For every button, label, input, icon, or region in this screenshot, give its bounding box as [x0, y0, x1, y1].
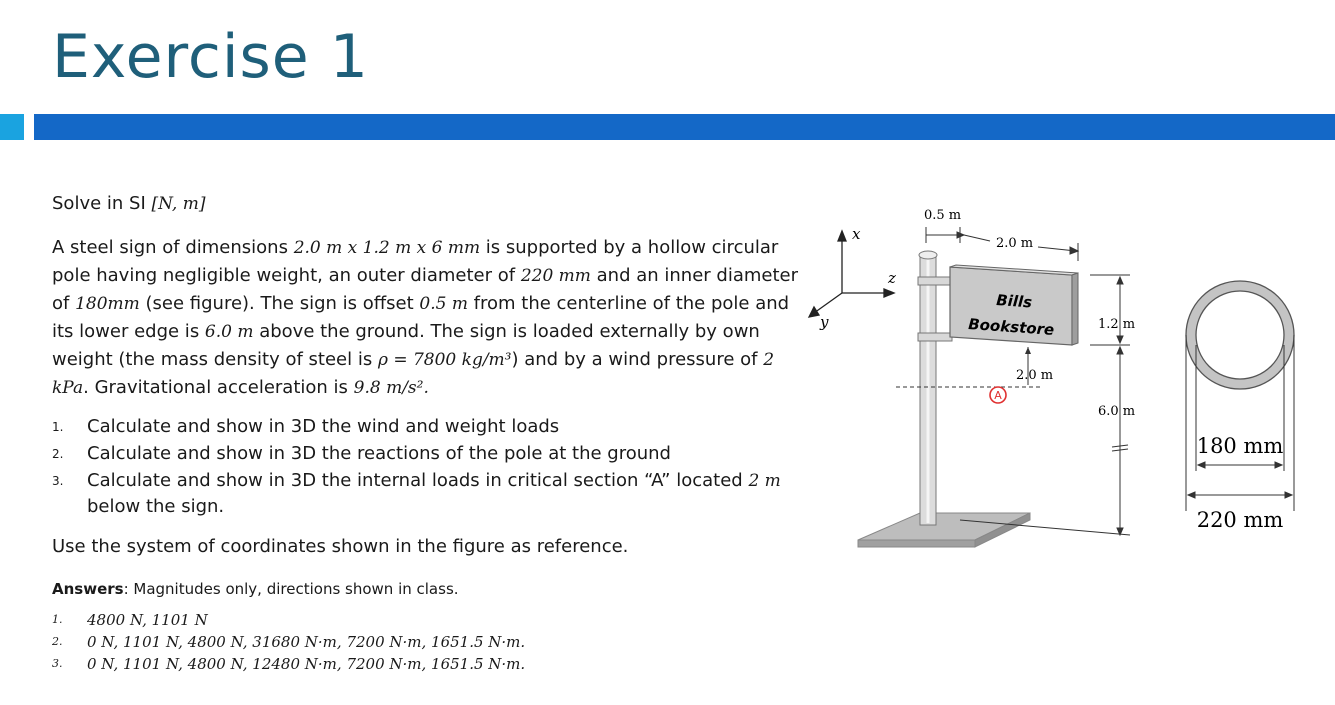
- task-list: [52, 414, 812, 519]
- axis-y-label: y: [820, 313, 829, 331]
- text-run: from the centerline of the pole and its lower edge is: [52, 293, 790, 342]
- answer-text: 4800 N, 1101 N: [87, 611, 208, 629]
- text-run: and an inner diameter of: [52, 265, 798, 314]
- math-expression: 2 kPa: [52, 350, 775, 398]
- sign-figure: [800, 195, 1335, 565]
- dimension-offset: 0.5 m: [924, 208, 962, 223]
- solve-prefix: Solve in SI: [52, 193, 152, 214]
- answer-text: 0 N, 1101 N, 4800 N, 12480 N·m, 7200 N·m, 1651.5 N·m.: [87, 655, 526, 673]
- text-run: below the sign.: [87, 496, 225, 517]
- text-run: . Gravitational acceleration is: [83, 377, 354, 398]
- outer-diameter-label: 220 mm: [1196, 508, 1284, 532]
- dimension-below: 2.0 m: [1016, 368, 1054, 383]
- sign-text-line1: Bills: [995, 291, 1033, 312]
- coordinate-axes: [809, 231, 894, 317]
- answer-number: 1.: [52, 613, 63, 626]
- slide-title: Exercise 1: [52, 22, 369, 92]
- text-run: Calculate and show in 3D the reactions of the pole at the ground: [87, 443, 671, 464]
- math-expression: 6.0 m: [204, 322, 254, 342]
- text-run: Calculate and show in 3D the internal loads in critical section “A” located: [87, 470, 749, 491]
- dimension-height: 1.2 m: [1098, 317, 1136, 332]
- text-run: A steel sign of dimensions: [52, 237, 294, 258]
- solve-line: [52, 190, 812, 218]
- inner-diameter-label: 180 mm: [1196, 434, 1284, 458]
- math-expression: 2 m: [748, 471, 781, 491]
- math-expression: 9.8 m/s².: [353, 378, 429, 398]
- dimension-ground: 6.0 m: [1098, 404, 1136, 419]
- math-expression: 2.0 m x 1.2 m x 6 mm: [293, 238, 481, 258]
- text-run: Calculate and show in 3D the wind and weight loads: [87, 416, 560, 437]
- answer-text: 0 N, 1101 N, 4800 N, 31680 N·m, 7200 N·m, 1651.5 N·m.: [87, 633, 526, 651]
- section-a-label: A: [994, 389, 1002, 402]
- answer-item: [52, 631, 812, 653]
- answers-note: : Magnitudes only, directions shown in class.: [123, 580, 459, 598]
- pole-cross-section: [1186, 281, 1294, 389]
- task-number: 1.: [52, 420, 64, 434]
- axis-x-label: x: [852, 225, 861, 243]
- answers-heading: [52, 575, 812, 603]
- sign-text-line2: Bookstore: [967, 315, 1055, 339]
- answer-item: [52, 653, 812, 675]
- problem-statement: [52, 234, 812, 402]
- base-plate: [858, 513, 1030, 547]
- text-run: is supported by a hollow circular pole having negligible weight, an outer diameter of: [52, 237, 779, 286]
- task-number: 3.: [52, 474, 64, 488]
- answers-list: [52, 609, 812, 675]
- exercise-text: [52, 190, 812, 675]
- upper-bracket: [918, 277, 952, 285]
- text-run: above the ground. The sign is loaded externally by own weight (the mass density of steel is: [52, 321, 760, 370]
- solve-units: [N, m]: [151, 194, 206, 214]
- dimension-width: 2.0 m: [996, 236, 1034, 251]
- text-run: ) and by a wind pressure of: [511, 349, 764, 370]
- math-expression: 220 mm: [520, 266, 591, 286]
- text-run: (see figure). The sign is offset: [139, 293, 420, 314]
- coordinate-note: Use the system of coordinates shown in the figure as reference.: [52, 536, 629, 557]
- accent-bar: [34, 114, 1335, 140]
- math-expression: 180mm: [75, 294, 140, 314]
- answer-number: 2.: [52, 635, 63, 648]
- task-item: [52, 441, 812, 466]
- answer-number: 3.: [52, 657, 63, 670]
- math-expression: 0.5 m: [419, 294, 468, 314]
- answer-item: [52, 609, 812, 631]
- axis-z-label: z: [888, 269, 896, 287]
- task-item: [52, 468, 812, 519]
- math-expression: ρ = 7800 kg/m³: [377, 350, 512, 370]
- task-item: [52, 414, 812, 439]
- answers-label: Answers: [52, 580, 124, 598]
- accent-bar-small: [0, 114, 24, 140]
- task-number: 2.: [52, 447, 64, 461]
- lower-bracket: [918, 333, 952, 341]
